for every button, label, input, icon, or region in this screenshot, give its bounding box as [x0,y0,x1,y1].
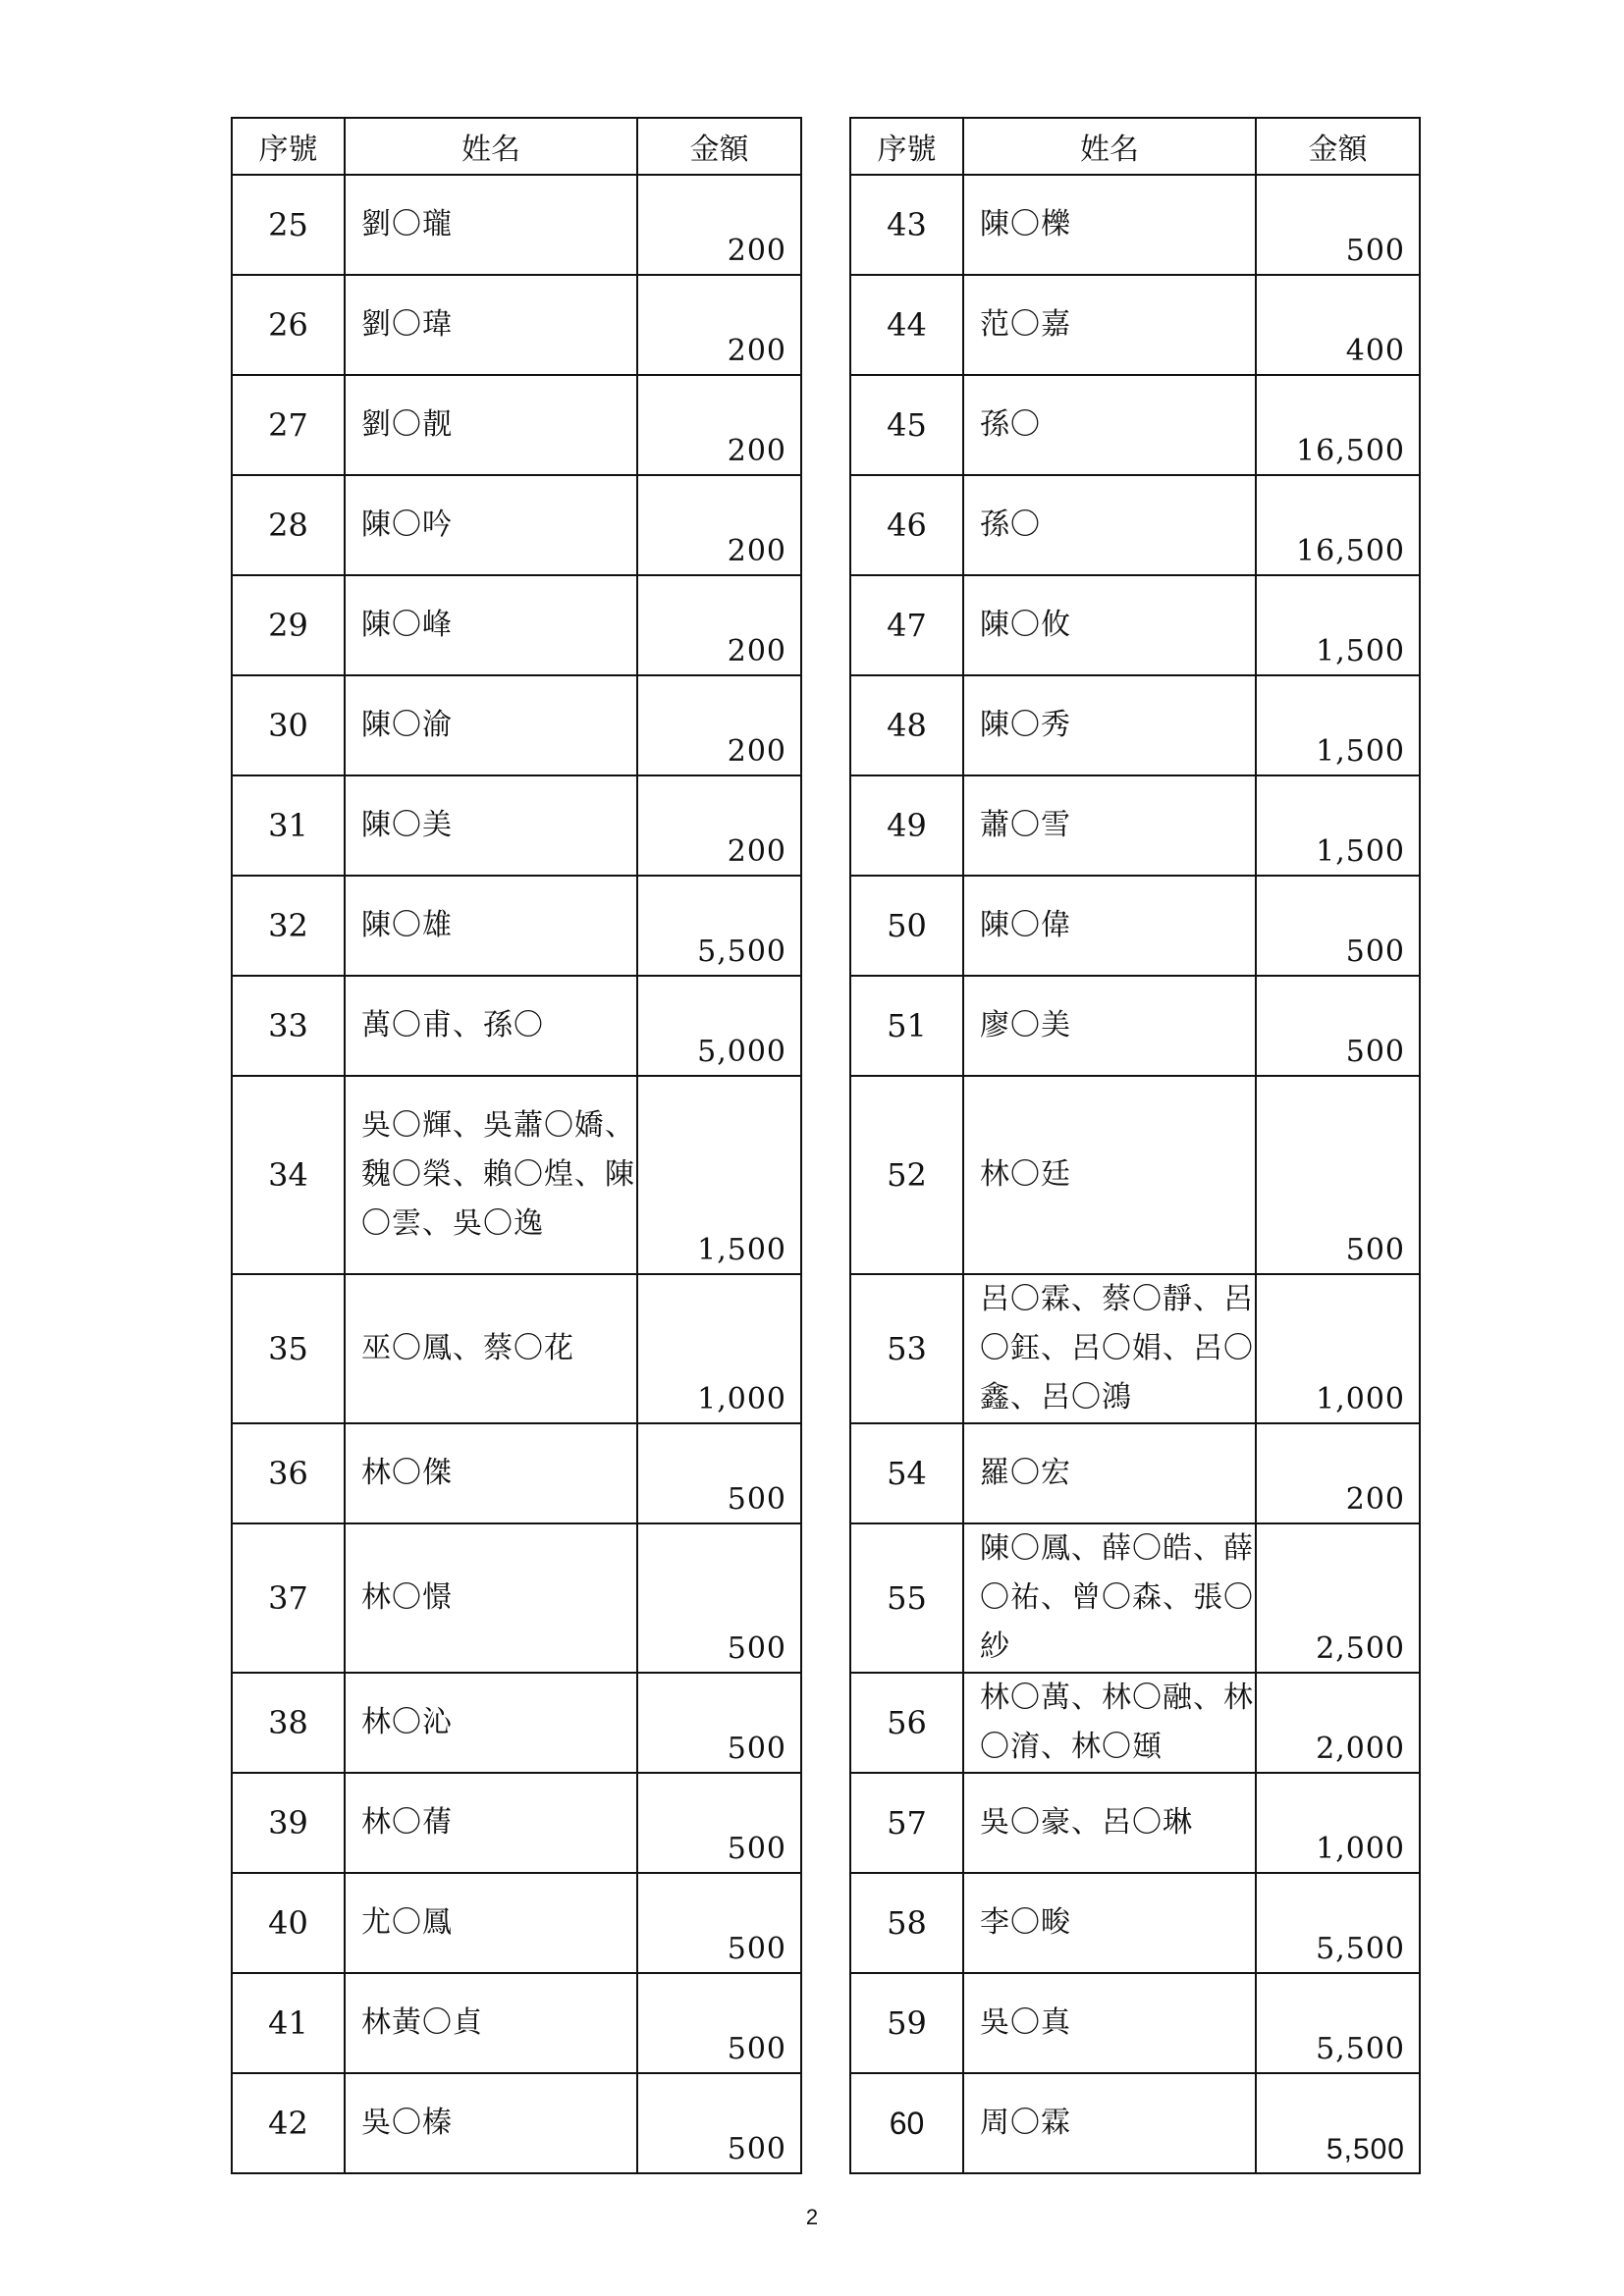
row-index: 51 [850,976,963,1076]
header-index: 序號 [232,118,345,175]
row-name: 林〇沁 [345,1673,637,1773]
row-amount: 200 [637,275,801,375]
row-name: 吳〇豪、呂〇琳 [963,1773,1256,1873]
row-name: 林〇萬、林〇融、林〇淯、林〇頲 [963,1673,1256,1773]
row-index: 34 [232,1076,345,1274]
donor-table-right [849,117,1421,2174]
row-amount: 500 [637,1423,801,1523]
row-index: 48 [850,675,963,775]
row-index: 37 [232,1523,345,1673]
row-index: 35 [232,1274,345,1423]
table-row [850,475,1420,575]
table-row [232,1973,801,2073]
row-amount: 5,000 [637,976,801,1076]
row-index: 50 [850,876,963,976]
row-amount: 200 [637,675,801,775]
row-index: 31 [232,775,345,876]
row-index: 33 [232,976,345,1076]
row-name: 呂〇霖、蔡〇靜、呂〇鈺、呂〇娟、呂〇鑫、呂〇鴻 [963,1274,1256,1423]
row-amount: 5,500 [637,876,801,976]
row-amount: 1,000 [1256,1274,1420,1423]
table-row [850,1423,1420,1523]
row-index: 25 [232,175,345,275]
row-name: 陳〇峰 [345,575,637,675]
row-index: 30 [232,675,345,775]
table-row [232,976,801,1076]
row-index: 56 [850,1673,963,1773]
table-row [850,675,1420,775]
row-amount: 1,000 [1256,1773,1420,1873]
row-name: 陳〇雄 [345,876,637,976]
table-row [850,976,1420,1076]
table-row [232,175,801,275]
row-name: 林〇廷 [963,1076,1256,1274]
row-name: 陳〇櫟 [963,175,1256,275]
header-name: 姓名 [345,118,637,175]
row-index: 45 [850,375,963,475]
header-amount: 金額 [637,118,801,175]
row-name: 李〇畯 [963,1873,1256,1973]
row-amount: 16,500 [1256,375,1420,475]
row-index: 57 [850,1773,963,1873]
row-amount: 500 [637,2073,801,2173]
row-name: 劉〇瓏 [345,175,637,275]
row-index: 46 [850,475,963,575]
table-row [232,2073,801,2173]
row-index: 44 [850,275,963,375]
row-amount: 2,500 [1256,1523,1420,1673]
table-row [232,1274,801,1423]
row-index: 32 [232,876,345,976]
row-name: 吳〇輝、吳蕭〇嬌、魏〇榮、賴〇煌、陳〇雲、吳〇逸 [345,1076,637,1274]
table-row [232,1423,801,1523]
row-name: 林〇蒨 [345,1773,637,1873]
row-amount: 5,500 [1256,1973,1420,2073]
row-name: 林黃〇貞 [345,1973,637,2073]
header-index: 序號 [850,118,963,175]
table-row [850,1973,1420,2073]
row-index: 60 [850,2073,963,2173]
row-amount: 400 [1256,275,1420,375]
row-index: 38 [232,1673,345,1773]
row-index: 36 [232,1423,345,1523]
row-index: 59 [850,1973,963,2073]
row-amount: 5,500 [1256,1873,1420,1973]
row-name: 孫〇 [963,375,1256,475]
table-row [850,1673,1420,1773]
table-row [232,575,801,675]
table-row [850,876,1420,976]
page-number: 2 [805,2205,819,2229]
row-name: 陳〇美 [345,775,637,876]
row-index: 42 [232,2073,345,2173]
row-amount: 500 [1256,175,1420,275]
row-amount: 200 [637,475,801,575]
row-amount: 500 [637,1973,801,2073]
header-amount: 金額 [1256,118,1420,175]
row-amount: 1,500 [637,1076,801,1274]
row-name: 蕭〇雪 [963,775,1256,876]
row-amount: 5,500 [1256,2073,1420,2173]
row-amount: 500 [1256,976,1420,1076]
row-name: 尤〇鳳 [345,1873,637,1973]
row-amount: 500 [1256,876,1420,976]
row-name: 萬〇甫、孫〇 [345,976,637,1076]
row-name: 范〇嘉 [963,275,1256,375]
row-index: 58 [850,1873,963,1973]
row-amount: 1,500 [1256,775,1420,876]
row-amount: 200 [637,175,801,275]
row-amount: 500 [637,1673,801,1773]
row-name: 陳〇秀 [963,675,1256,775]
row-index: 29 [232,575,345,675]
table-row [232,475,801,575]
table-row [232,876,801,976]
table-row [232,1673,801,1773]
row-name: 廖〇美 [963,976,1256,1076]
row-amount: 1,500 [1256,575,1420,675]
row-index: 47 [850,575,963,675]
row-name: 陳〇鳳、薛〇皓、薛〇祐、曾〇森、張〇紗 [963,1523,1256,1673]
table-row [850,1274,1420,1423]
table-row [232,775,801,876]
row-index: 52 [850,1076,963,1274]
row-name: 吳〇真 [963,1973,1256,2073]
table-row [850,1773,1420,1873]
row-amount: 200 [1256,1423,1420,1523]
row-index: 49 [850,775,963,876]
table-row [232,1773,801,1873]
row-index: 55 [850,1523,963,1673]
row-name: 周〇霖 [963,2073,1256,2173]
table-row [850,775,1420,876]
row-amount: 500 [637,1523,801,1673]
row-name: 吳〇榛 [345,2073,637,2173]
header-row [850,118,1420,175]
donor-table-left [231,117,802,2174]
row-amount: 1,000 [637,1274,801,1423]
table-row [232,275,801,375]
row-amount: 500 [1256,1076,1420,1274]
row-amount: 200 [637,575,801,675]
row-name: 林〇憬 [345,1523,637,1673]
row-name: 劉〇瑋 [345,275,637,375]
row-amount: 1,500 [1256,675,1420,775]
row-name: 陳〇吟 [345,475,637,575]
table-row [850,575,1420,675]
row-index: 43 [850,175,963,275]
table-row [850,1523,1420,1673]
row-amount: 16,500 [1256,475,1420,575]
row-name: 劉〇靓 [345,375,637,475]
row-amount: 2,000 [1256,1673,1420,1773]
row-index: 54 [850,1423,963,1523]
row-amount: 200 [637,375,801,475]
row-index: 28 [232,475,345,575]
header-row [232,118,801,175]
row-index: 27 [232,375,345,475]
row-amount: 200 [637,775,801,876]
row-amount: 500 [637,1773,801,1873]
table-row [232,1076,801,1274]
table-row [850,275,1420,375]
table-row [232,675,801,775]
table-row [850,1873,1420,1973]
table-row [850,2073,1420,2173]
row-index: 40 [232,1873,345,1973]
table-row [850,1076,1420,1274]
table-row [232,1873,801,1973]
row-index: 41 [232,1973,345,2073]
row-index: 53 [850,1274,963,1423]
row-name: 羅〇宏 [963,1423,1256,1523]
header-name: 姓名 [963,118,1256,175]
row-index: 39 [232,1773,345,1873]
row-name: 巫〇鳳、蔡〇花 [345,1274,637,1423]
table-row [232,1523,801,1673]
table-row [850,175,1420,275]
row-name: 陳〇攸 [963,575,1256,675]
row-name: 陳〇渝 [345,675,637,775]
table-row [850,375,1420,475]
row-name: 林〇傑 [345,1423,637,1523]
table-row [232,375,801,475]
row-index: 26 [232,275,345,375]
row-name: 孫〇 [963,475,1256,575]
row-name: 陳〇偉 [963,876,1256,976]
row-amount: 500 [637,1873,801,1973]
